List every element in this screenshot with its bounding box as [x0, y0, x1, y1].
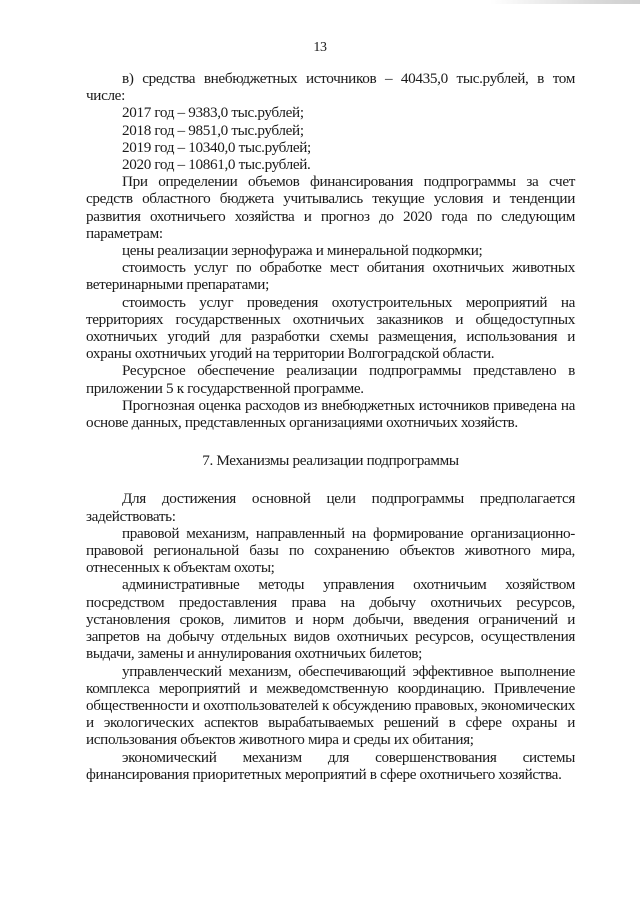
- paragraph-year-2020: 2020 год – 10861,0 тыс.рублей.: [122, 156, 311, 174]
- paragraph-grain-prices: цены реализации зернофуража и минеральной подкормки;: [122, 242, 483, 260]
- paragraph-resource-provision: Ресурсное обеспечение реализации подпрограммы представлено в приложении 5 к государственной программе.: [86, 362, 575, 397]
- page-content: [86, 70, 575, 783]
- paragraph-hunting-arrangement-cost: стоимость услуг проведения охотустроительных мероприятий на территориях государственных охотничьих заказников и общедоступных охотничьих угодий для разработки схемы размещения, использования и охраны охотничьих угодий на территории Волгоградской области.: [86, 293, 575, 363]
- top-edge-mark: [490, 0, 640, 4]
- paragraph-economic-mechanism: экономический механизм для совершенствования системы финансирования приоритетных мероприятий в сфере охотничьего хозяйства.: [86, 748, 575, 783]
- section-heading: 7. Механизмы реализации подпрограммы: [202, 452, 459, 470]
- paragraph-forecast-estimate: Прогнозная оценка расходов из внебюджетных источников приведена на основе данных, представленных организациями охотничьих хозяйств.: [86, 396, 575, 432]
- paragraph-year-2017: 2017 год – 9383,0 тыс.рублей;: [122, 104, 304, 122]
- paragraph-year-2018: 2018 год – 9851,0 тыс.рублей;: [122, 121, 304, 139]
- paragraph-goal-intro: Для достижения основной цели подпрограммы предполагается задействовать:: [86, 490, 575, 525]
- paragraph-administrative-methods: административные методы управления охотничьим хозяйством посредством предоставления права на добычу охотничьих ресурсов, установления сроков, лимитов и норм добычи, введения ограничений и запретов на добычу отдельных видов охотничьих ресурсов, осуществления выдачи, замены и аннулирования охотничьих билетов;: [86, 576, 575, 663]
- paragraph-year-2019: 2019 год – 10340,0 тыс.рублей;: [122, 138, 311, 156]
- paragraph-veterinary-cost: стоимость услуг по обработке мест обитания охотничьих животных ветеринарными препаратами;: [86, 259, 575, 294]
- paragraph-funding-determination: При определении объемов финансирования подпрограммы за счет средств областного бюджета учитывались текущие условия и тенденции развития охотничьего хозяйства и прогноз до 2020 года по следующим параметрам:: [86, 173, 575, 242]
- paragraph-management-mechanism: управленческий механизм, обеспечивающий эффективное выполнение комплекса мероприятий и межведомственную координацию. Привлечение общественности и охотпользователей к обсуждению правовых, экономических и экологических аспектов вырабатываемых решений в сфере охраны и использования объектов животного мира и среды их обитания;: [86, 662, 575, 749]
- paragraph-legal-mechanism: правовой механизм, направленный на формирование организационно-правовой региональной базы по сохранению объектов животного мира, отнесенных к объектам охоты;: [86, 524, 575, 577]
- paragraph-extrabudget-total: в) средства внебюджетных источников – 40435,0 тыс.рублей, в том числе:: [86, 70, 575, 105]
- page-number: 13: [313, 40, 327, 55]
